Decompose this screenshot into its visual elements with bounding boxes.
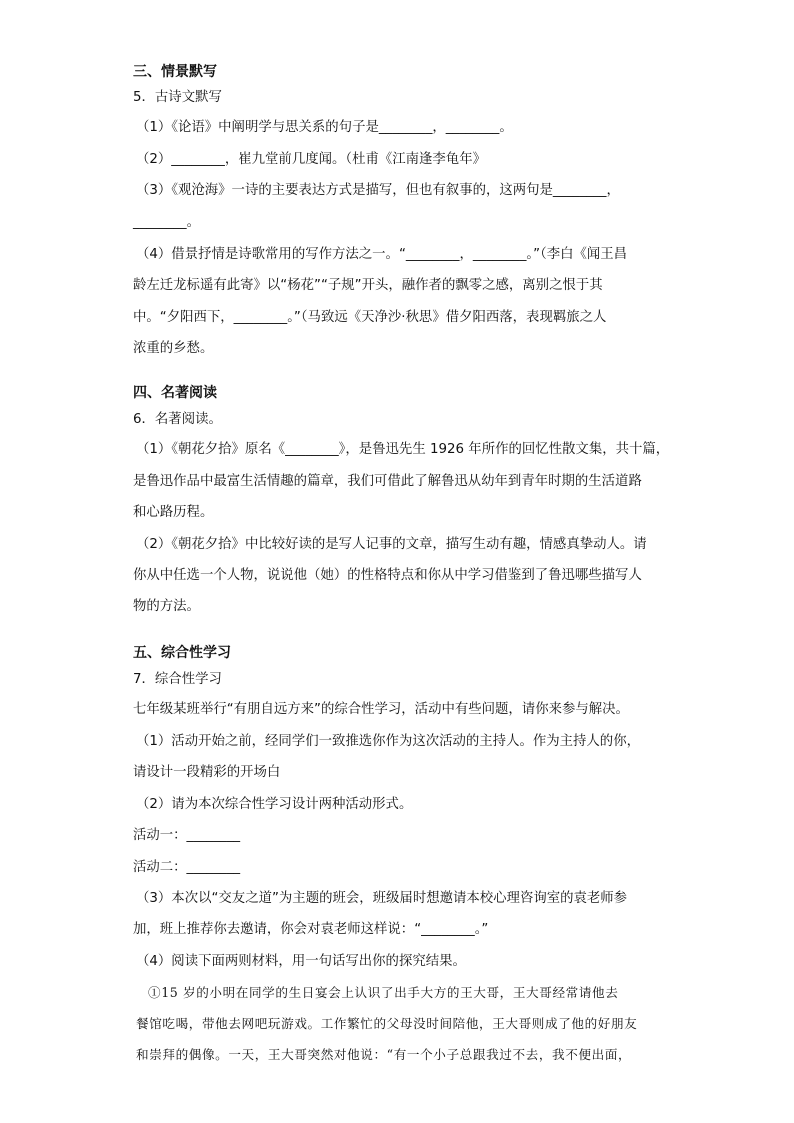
question-5-line: 中。“夕阳西下，________。”（马致远《天净沙·秋思》借夕阳西落，表现羁旅之人 bbox=[133, 310, 607, 325]
question-6-line: 是鲁迅作品中最富生活情趣的篇章，我们可借此了解鲁迅从幼年到青年时期的生活道路 bbox=[133, 474, 642, 489]
question-7-line: （2）请为本次综合性学习设计两种活动形式。 bbox=[136, 797, 413, 812]
question-5-title: 5．古诗文默写 bbox=[133, 90, 222, 105]
question-7-line: 活动一：________ bbox=[133, 828, 241, 843]
question-5-line: （3）《观沧海》一诗的主要表达方式是描写，但也有叙事的，这两句是________， bbox=[136, 183, 620, 198]
question-5-line: 龄左迁龙标遥有此寄》以“杨花”“子规”开头，融作者的飘零之感，离别之恨于其 bbox=[133, 278, 603, 293]
question-5-line: （1）《论语》中阐明学与思关系的句子是________，________。 bbox=[136, 120, 513, 135]
question-5-line: 浓重的乡愁。 bbox=[133, 341, 214, 356]
material-line: 餐馆吃喝，带他去网吧玩游戏。工作繁忙的父母没时间陪他，王大哥则成了他的好朋友 bbox=[136, 1016, 638, 1031]
section-5-heading: 五、综合性学习 bbox=[133, 645, 231, 661]
question-6-line: 物的方法。 bbox=[133, 599, 200, 614]
question-6-title: 6．名著阅读。 bbox=[133, 412, 222, 427]
question-6-line: （1）《朝花夕拾》原名《________》，是鲁迅先生 1926 年所作的回忆性散文集，共十篇， bbox=[136, 442, 670, 457]
question-6-line: 和心路历程。 bbox=[133, 505, 214, 520]
question-7-line: 加，班上推荐你去邀请，你会对袁老师这样说：“________。” bbox=[133, 922, 489, 937]
question-7-line: 七年级某班举行“有朋自远方来”的综合性学习，活动中有些问题，请你来参与解决。 bbox=[133, 702, 629, 717]
material-line: 和崇拜的偶像。一天，王大哥突然对他说：“有一个小子总跟我过不去，我不便出面， bbox=[136, 1047, 632, 1062]
question-5-line: （4）借景抒情是诗歌常用的写作方法之一。“________，________。”（李白《闻王昌 bbox=[136, 247, 628, 262]
question-5-line: （2）________，崔九堂前几度闻。（杜甫《江南逢李龟年》 bbox=[136, 152, 486, 167]
question-7-title: 7．综合性学习 bbox=[133, 672, 222, 687]
question-7-line: （1）活动开始之前，经同学们一致推选你作为这次活动的主持人。作为主持人的你， bbox=[136, 734, 640, 749]
material-line: ①15 岁的小明在同学的生日宴会上认识了出手大方的王大哥，王大哥经常请他去 bbox=[148, 985, 619, 1000]
question-7-line: （3）本次以“交友之道”为主题的班会，班级届时想邀请本校心理咨询室的袁老师参 bbox=[136, 891, 628, 906]
section-3-heading: 三、情景默写 bbox=[133, 64, 217, 80]
section-4-heading: 四、名著阅读 bbox=[133, 385, 217, 401]
question-7-line: 活动二：________ bbox=[133, 860, 241, 875]
question-7-line: 请设计一段精彩的开场白 bbox=[133, 765, 281, 780]
question-6-line: （2）《朝花夕拾》中比较好读的是写人记事的文章，描写生动有趣，情感真挚动人。请 bbox=[136, 537, 647, 552]
question-6-line: 你从中任选一个人物，说说他（她）的性格特点和你从中学习借鉴到了鲁迅哪些描写人 bbox=[133, 568, 642, 583]
question-7-line: （4）阅读下面两则材料，用一句话写出你的探究结果。 bbox=[136, 954, 466, 969]
question-5-line: ________。 bbox=[133, 215, 200, 230]
